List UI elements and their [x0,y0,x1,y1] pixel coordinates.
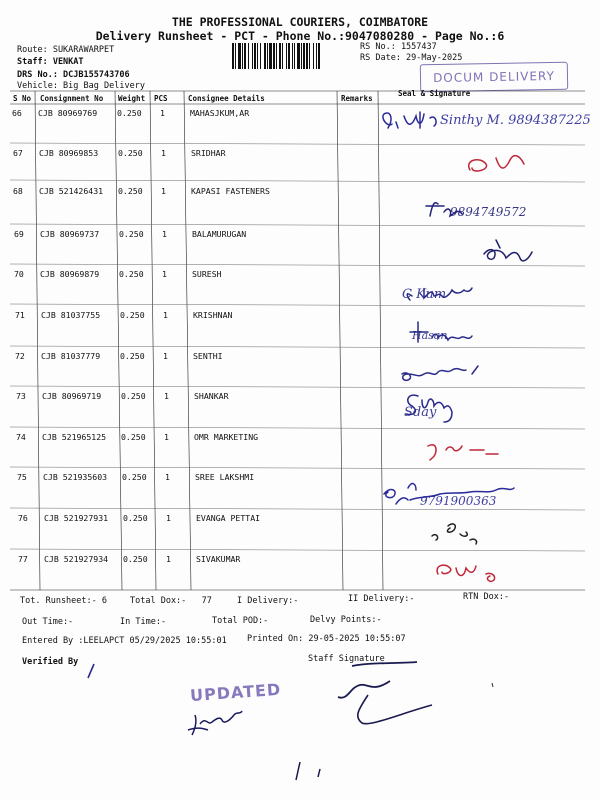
i-delivery: I Delivery:- [237,596,299,606]
row-consignee: SHANKAR [194,391,229,401]
rs-date: RS Date: 29-May-2025 [360,53,463,63]
row-consignment-no: CJB 80969853 [39,148,99,158]
row-pcs: 1 [164,391,169,401]
col-consignee: Consignee Details [188,94,265,103]
handwritten-text: 9791900363 [420,494,497,508]
row-sno: 71 [15,310,25,320]
row-consignee: BALAMURUGAN [192,229,247,239]
total-dox: Total Dox:- 77 [130,596,212,606]
row-sno: 75 [17,472,27,482]
rtn-dox: RTN Dox:- [463,592,510,602]
row-consignee: OMR MARKETING [194,432,259,442]
col-consignment: Consignment No [40,94,104,103]
handwritten-text: Hasan [412,329,448,342]
row-sno: 73 [16,391,26,401]
row-consignment-no: CJB 80969737 [40,229,100,239]
row-consignee: SURESH [192,269,222,279]
verified-by: Verified By [22,657,79,667]
row-consignee: EVANGA PETTAI [196,513,261,523]
row-consignee: SRIDHAR [191,148,226,158]
row-consignment-no: CJB 80969769 [38,108,98,118]
handwritten-text: 9894749572 [450,205,527,219]
total-pod: Total POD:- [212,616,269,626]
row-weight: 0.250 [121,391,146,401]
row-pcs: 1 [164,432,169,442]
col-sno: S No [13,94,32,103]
row-sno: 76 [18,513,28,523]
handwritten-text: Sday [404,405,437,420]
col-seal-signature: Seal & Signature [398,89,471,98]
row-sno: 69 [14,229,24,239]
row-consignment-no: CJB 81037755 [41,310,101,320]
row-weight: 0.250 [120,351,145,361]
row-sno: 66 [12,108,22,118]
row-pcs: 1 [166,513,171,523]
ii-delivery: II Delivery:- [348,594,415,604]
row-pcs: 1 [165,472,170,482]
row-weight: 0.250 [118,148,143,158]
row-weight: 0.250 [122,472,147,482]
row-weight: 0.250 [119,229,144,239]
col-weight: Weight [118,94,146,103]
runsheet-subtitle: Delivery Runsheet - PCT - Phone No.:9047080280 - Page No.:6 [95,29,505,43]
handwritten-text: C Kum [402,287,447,302]
handwritten-text: Sinthy M. 9894387225 [440,113,591,128]
vehicle-label: Vehicle: Big Bag Delivery [17,81,145,91]
row-consignee: KRISHNAN [193,310,233,320]
row-consignee: SENTHI [193,351,223,361]
row-sno: 72 [15,351,25,361]
row-consignment-no: CJB 521927931 [44,513,109,523]
row-sno: 68 [13,186,23,196]
row-consignment-no: CJB 81037779 [41,351,101,361]
row-weight: 0.250 [123,554,148,564]
row-consignment-no: CJB 521426431 [39,186,104,196]
row-sno: 67 [13,148,23,158]
row-weight: 0.250 [119,269,144,279]
tot-runsheet: Tot. Runsheet:- 6 [20,596,107,606]
rs-number: RS No.: 1557437 [360,42,437,52]
row-pcs: 1 [166,554,171,564]
updated-stamp: UPDATED [189,679,282,706]
row-weight: 0.250 [117,108,142,118]
row-consignment-no: CJB 521935603 [43,472,108,482]
document-delivery-stamp: DOCUM DELIVERY [420,62,568,93]
staff-signature-label: Staff Signature [308,654,385,664]
entered-by: Entered By :LEELAPCT 05/29/2025 10:55:01 [22,636,227,646]
row-consignment-no: CJB 521965125 [42,432,107,442]
col-remarks: Remarks [341,94,373,103]
row-weight: 0.250 [118,186,143,196]
row-pcs: 1 [161,186,166,196]
row-pcs: 1 [163,310,168,320]
in-time: In Time:- [120,617,167,627]
company-name: THE PROFESSIONAL COURIERS, COIMBATORE [171,15,429,29]
row-pcs: 1 [162,269,167,279]
route-label: Route: SUKARAWARPET [17,45,115,55]
row-consignee: SIVAKUMAR [196,554,241,564]
row-consignee: KAPASI FASTENERS [191,186,270,196]
row-consignment-no: CJB 80969719 [42,391,102,401]
printed-on: Printed On: 29-05-2025 10:55:07 [247,634,406,644]
row-consignee: SREE LAKSHMI [195,472,255,482]
row-weight: 0.250 [120,310,145,320]
col-pcs: PCS [154,94,168,103]
delvy-points: Delvy Points:- [310,615,382,625]
row-consignment-no: CJB 521927934 [44,554,109,564]
drs-number: DRS No.: DCJB155743706 [17,70,130,80]
row-pcs: 1 [161,148,166,158]
staff-label: Staff: VENKAT [17,57,84,67]
row-pcs: 1 [163,351,168,361]
row-sno: 77 [18,554,28,564]
row-sno: 70 [14,269,24,279]
row-pcs: 1 [162,229,167,239]
row-consignee: MAHASJKUM,AR [190,108,250,118]
row-weight: 0.250 [121,432,146,442]
row-sno: 74 [16,432,26,442]
row-weight: 0.250 [123,513,148,523]
row-consignment-no: CJB 80969879 [40,269,100,279]
row-pcs: 1 [160,108,165,118]
out-time: Out Time:- [22,617,74,627]
